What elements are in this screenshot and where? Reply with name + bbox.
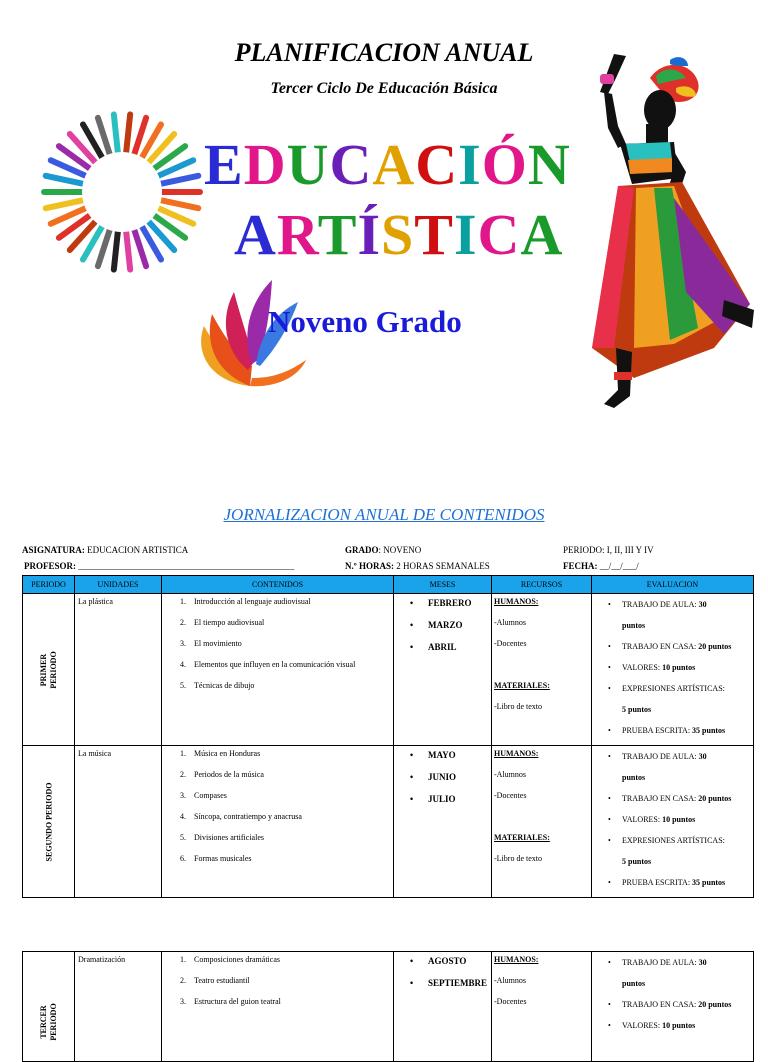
list-item: -Docentes — [494, 997, 527, 1006]
planning-table — [22, 575, 754, 898]
column-header: RECURSOS — [492, 576, 592, 594]
list-item: -Alumnos — [494, 770, 526, 779]
list-item: • TRABAJO DE AULA: 30 puntos — [592, 952, 753, 994]
periodo-value: I, II, III Y IV — [606, 545, 654, 555]
list-item: • TRABAJO EN CASA: 20 puntos — [592, 994, 753, 1015]
unidad-cell — [75, 952, 162, 1062]
horas-field — [345, 561, 490, 571]
title-letter: D — [243, 132, 287, 197]
list-item: -Docentes — [494, 791, 527, 800]
materiales-label: MATERIALES: — [494, 681, 550, 690]
title-letter: C — [477, 202, 521, 267]
list-item: 1. Introducción al lenguaje audiovisual — [180, 597, 311, 606]
title-letter: T — [317, 202, 358, 267]
horas-label: N.º HORAS: — [345, 561, 394, 571]
unidad-cell — [75, 746, 162, 898]
contenidos-cell — [162, 952, 394, 1062]
list-item: • MAYO — [394, 748, 491, 770]
unidad-name: La música — [78, 749, 112, 758]
humanos-label: HUMANOS: — [494, 597, 539, 606]
subject-line-2 — [234, 202, 564, 267]
profesor-label: PROFESOR: — [24, 561, 77, 571]
planning-table-continued — [22, 951, 754, 1062]
list-item: 3. Compases — [180, 791, 227, 800]
unidad-name: Dramatización — [78, 955, 126, 964]
materiales-label: MATERIALES: — [494, 833, 550, 842]
list-item: • TRABAJO EN CASA: 20 puntos — [592, 788, 753, 809]
title-letter: Í — [357, 202, 382, 267]
periodo-cell — [23, 594, 75, 746]
evaluacion-cell — [592, 746, 754, 898]
contenidos-cell — [162, 746, 394, 898]
title-letter: A — [234, 202, 277, 267]
document-subtitle: Tercer Ciclo De Educación Básica — [270, 80, 498, 97]
dancer-illustration-icon — [574, 48, 760, 412]
periodo-label: PERIODO: — [563, 545, 605, 555]
periodo-label: SEGUNDO PERIODO — [44, 782, 53, 861]
list-item: -Libro de texto — [494, 702, 542, 711]
asignatura-field — [22, 545, 188, 555]
grado-label: GRADO — [345, 545, 379, 555]
title-letter: S — [381, 202, 415, 267]
fecha-value: __/__/___/ — [599, 561, 639, 571]
title-letter: A — [372, 132, 416, 197]
list-item: • EXPRESIONES ARTÍSTICAS: 5 puntos — [592, 830, 753, 872]
list-item: -Alumnos — [494, 618, 526, 627]
list-item: • PRUEBA ESCRITA: 35 puntos — [592, 872, 753, 893]
profesor-field — [24, 561, 294, 571]
title-letter: R — [276, 202, 318, 267]
column-header: CONTENIDOS — [162, 576, 394, 594]
title-letter: I — [453, 202, 478, 267]
column-header: UNIDADES — [75, 576, 162, 594]
title-letter: E — [204, 132, 244, 197]
meses-cell — [394, 746, 492, 898]
list-item: 1. Música en Honduras — [180, 749, 261, 758]
list-item: • JULIO — [394, 792, 491, 814]
list-item: • MARZO — [394, 618, 491, 640]
column-header: EVALUACION — [592, 576, 754, 594]
list-item: • ABRIL — [394, 640, 491, 662]
meses-cell — [394, 952, 492, 1062]
fecha-label: FECHA: — [563, 561, 598, 571]
pencil-circle-icon — [38, 100, 206, 278]
grado-value: : NOVENO — [378, 545, 422, 555]
asignatura-label: ASIGNATURA: — [22, 545, 85, 555]
title-letter: C — [415, 132, 459, 197]
humanos-label: HUMANOS: — [494, 955, 539, 964]
title-letter: I — [458, 132, 482, 197]
periodo-label: PRIMER PERIODO — [38, 650, 58, 689]
list-item: 4. Elementos que influyen en la comunicación visual — [180, 660, 356, 669]
list-item: 5. Técnicas de dibujo — [180, 681, 255, 690]
recursos-cell — [492, 746, 592, 898]
asignatura-value: EDUCACION ARTISTICA — [87, 545, 189, 555]
fecha-field — [563, 561, 639, 571]
list-item: 5. Divisiones artificiales — [180, 833, 264, 842]
periodo-field — [563, 545, 654, 555]
title-letter: A — [520, 202, 564, 267]
unidad-name: La plástica — [78, 597, 113, 606]
recursos-cell — [492, 594, 592, 746]
title-letter: C — [329, 132, 373, 197]
list-item: 1. Composiciones dramáticas — [180, 955, 280, 964]
humanos-label: HUMANOS: — [494, 749, 539, 758]
list-item: • AGOSTO — [394, 954, 491, 976]
table-row — [23, 746, 754, 898]
title-letter: T — [414, 202, 454, 267]
list-item: • TRABAJO DE AULA: 30 puntos — [592, 594, 753, 636]
list-item: 3. El movimiento — [180, 639, 242, 648]
list-item: -Libro de texto — [494, 854, 542, 863]
list-item: • VALORES: 10 puntos — [592, 1015, 753, 1036]
table-header-row — [23, 576, 754, 594]
list-item: • VALORES: 10 puntos — [592, 809, 753, 830]
list-item: 2. El tiempo audiovisual — [180, 618, 265, 627]
horas-value: 2 HORAS SEMANALES — [396, 561, 490, 571]
table-row — [23, 952, 754, 1062]
list-item: • TRABAJO DE AULA: 30 puntos — [592, 746, 753, 788]
list-item: -Docentes — [494, 639, 527, 648]
contenidos-cell — [162, 594, 394, 746]
column-header: MESES — [394, 576, 492, 594]
column-header: PERIODO — [23, 576, 75, 594]
list-item: • JUNIO — [394, 770, 491, 792]
title-letter: U — [286, 132, 330, 197]
list-item: • TRABAJO EN CASA: 20 puntos — [592, 636, 753, 657]
profesor-value: ________________________________________________ — [78, 561, 295, 571]
grade-label: Noveno Grado — [268, 304, 462, 339]
periodo-label: TERCER PERIODO — [38, 1003, 58, 1041]
list-item: • SEPTIEMBRE — [394, 976, 491, 998]
grado-field — [345, 545, 421, 555]
evaluacion-cell — [592, 952, 754, 1062]
evaluacion-cell — [592, 594, 754, 746]
list-item: • FEBRERO — [394, 596, 491, 618]
subject-line-1 — [204, 132, 571, 197]
periodo-cell — [23, 746, 75, 898]
meses-cell — [394, 594, 492, 746]
list-item: • EXPRESIONES ARTÍSTICAS: 5 puntos — [592, 678, 753, 720]
section-title: JORNALIZACION ANUAL DE CONTENIDOS — [223, 505, 545, 524]
list-item: 2. Periodos de la música — [180, 770, 264, 779]
list-item: • VALORES: 10 puntos — [592, 657, 753, 678]
recursos-cell — [492, 952, 592, 1062]
periodo-cell — [23, 952, 75, 1062]
title-letter: N — [527, 132, 571, 197]
list-item: 6. Formas musicales — [180, 854, 252, 863]
list-item: 4. Síncopa, contratiempo y anacrusa — [180, 812, 302, 821]
document-title: PLANIFICACION ANUAL — [234, 38, 534, 67]
list-item: • PRUEBA ESCRITA: 35 puntos — [592, 720, 753, 741]
list-item: 2. Teatro estudiantil — [180, 976, 250, 985]
unidad-cell — [75, 594, 162, 746]
list-item: -Alumnos — [494, 976, 526, 985]
title-letter: Ó — [481, 132, 528, 197]
list-item: 3. Estructura del guion teatral — [180, 997, 281, 1006]
table-row — [23, 594, 754, 746]
